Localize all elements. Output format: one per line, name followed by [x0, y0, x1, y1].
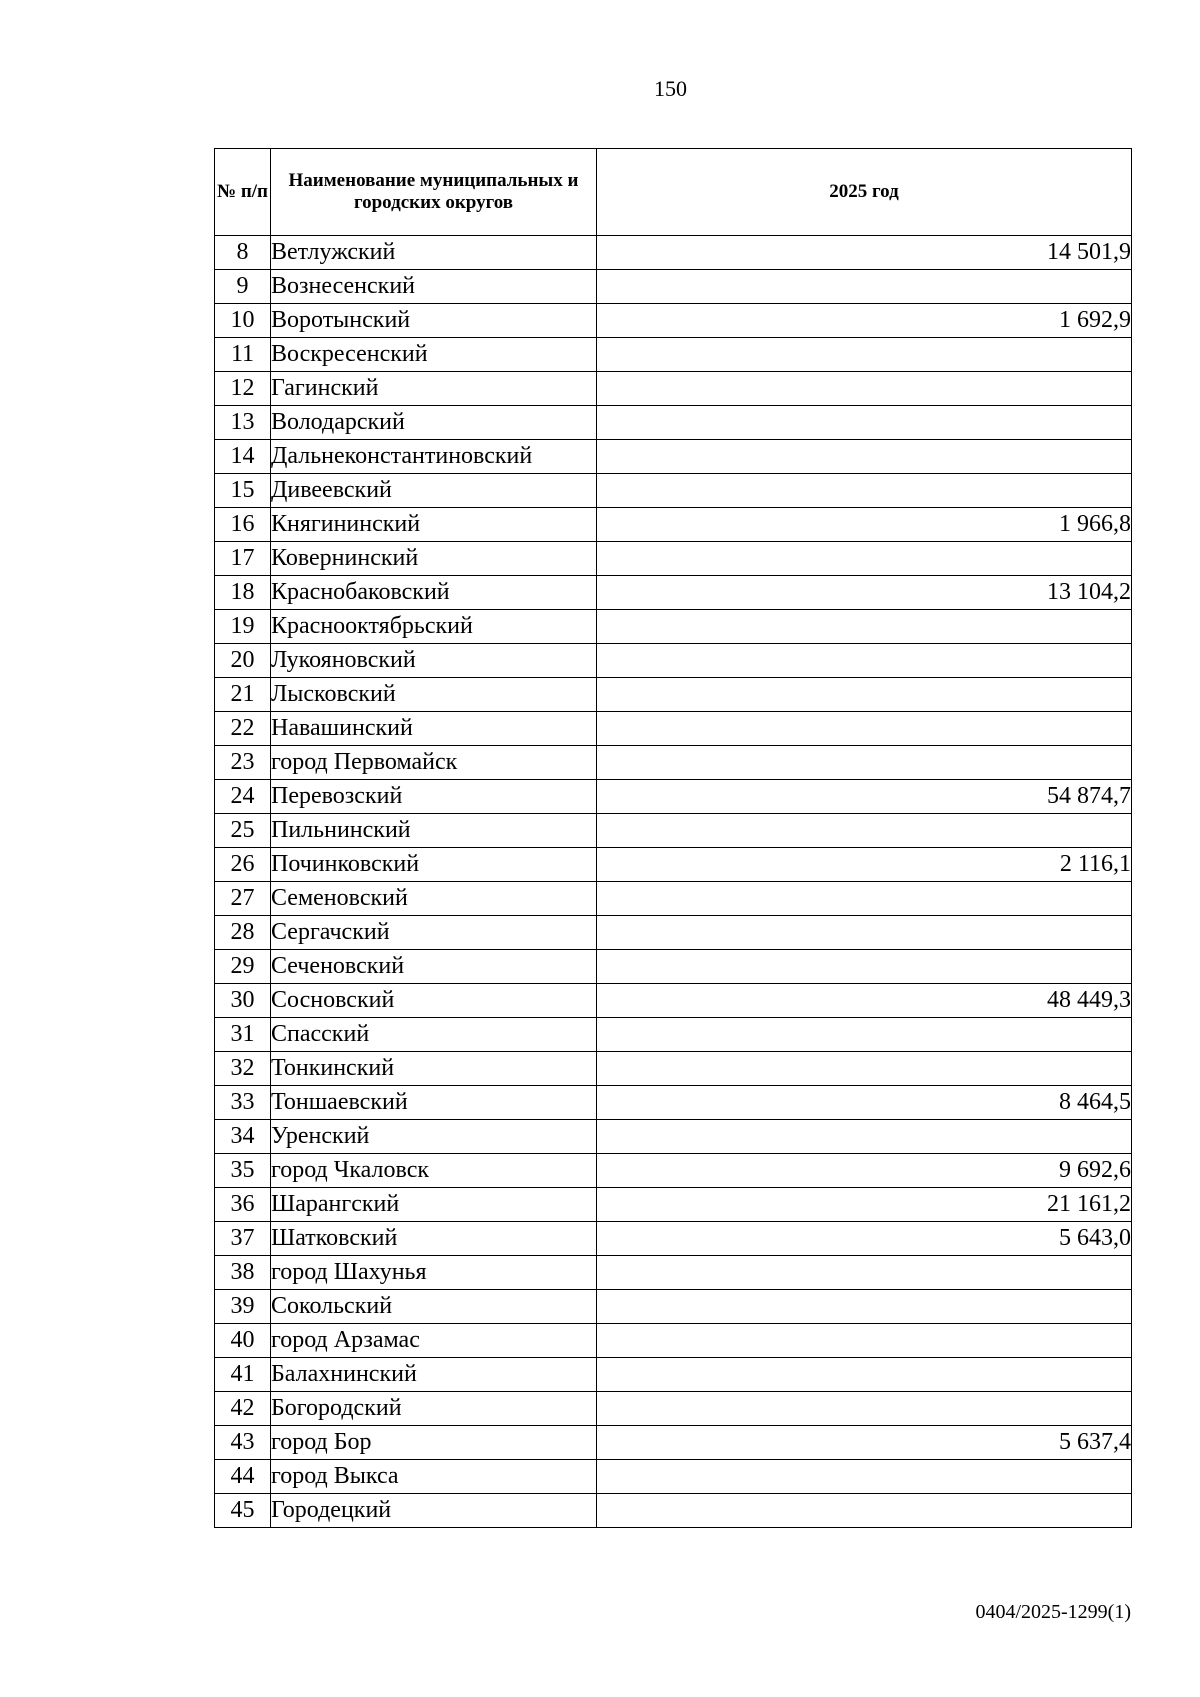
row-municipality-name: Лысковский	[271, 678, 597, 712]
row-value-2025: 48 449,3	[597, 984, 1132, 1018]
row-number: 21	[215, 678, 271, 712]
row-number: 8	[215, 236, 271, 270]
row-municipality-name: Сеченовский	[271, 950, 597, 984]
table-row	[215, 1052, 1132, 1086]
row-value-2025	[597, 644, 1132, 678]
row-municipality-name: Володарский	[271, 406, 597, 440]
row-value-2025	[597, 338, 1132, 372]
row-number: 27	[215, 882, 271, 916]
table-row	[215, 984, 1132, 1018]
row-municipality-name: Дивеевский	[271, 474, 597, 508]
row-value-2025	[597, 1460, 1132, 1494]
row-municipality-name: Перевозский	[271, 780, 597, 814]
table-row	[215, 236, 1132, 270]
table-row	[215, 610, 1132, 644]
row-number: 40	[215, 1324, 271, 1358]
table-row	[215, 1086, 1132, 1120]
row-value-2025: 5 637,4	[597, 1426, 1132, 1460]
row-value-2025	[597, 372, 1132, 406]
row-municipality-name: Княгининский	[271, 508, 597, 542]
table-row	[215, 406, 1132, 440]
row-municipality-name: Вознесенский	[271, 270, 597, 304]
row-number: 20	[215, 644, 271, 678]
row-value-2025	[597, 712, 1132, 746]
page-number: 150	[654, 76, 687, 101]
table-row	[215, 1358, 1132, 1392]
table-row	[215, 1154, 1132, 1188]
table-row	[215, 780, 1132, 814]
table-row	[215, 474, 1132, 508]
table-row	[215, 916, 1132, 950]
row-value-2025: 5 643,0	[597, 1222, 1132, 1256]
row-number: 25	[215, 814, 271, 848]
row-number: 38	[215, 1256, 271, 1290]
table-row	[215, 644, 1132, 678]
row-municipality-name: Сокольский	[271, 1290, 597, 1324]
table-row	[215, 1290, 1132, 1324]
row-value-2025	[597, 950, 1132, 984]
municipal-table	[214, 148, 1132, 1528]
table-row	[215, 372, 1132, 406]
row-number: 15	[215, 474, 271, 508]
row-municipality-name: Шатковский	[271, 1222, 597, 1256]
table-row	[215, 1120, 1132, 1154]
row-municipality-name: Воскресенский	[271, 338, 597, 372]
row-value-2025	[597, 1052, 1132, 1086]
header-name: Наименование муниципальных и городских округов	[271, 149, 597, 236]
row-value-2025	[597, 1358, 1132, 1392]
table-row	[215, 1494, 1132, 1528]
row-number: 31	[215, 1018, 271, 1052]
row-value-2025	[597, 440, 1132, 474]
table-row	[215, 304, 1132, 338]
row-municipality-name: Пильнинский	[271, 814, 597, 848]
row-value-2025	[597, 542, 1132, 576]
row-value-2025	[597, 1256, 1132, 1290]
row-municipality-name: город Бор	[271, 1426, 597, 1460]
table-row	[215, 1392, 1132, 1426]
row-municipality-name: Дальнеконстантиновский	[271, 440, 597, 474]
row-value-2025: 2 116,1	[597, 848, 1132, 882]
row-municipality-name: Богородский	[271, 1392, 597, 1426]
table-row	[215, 576, 1132, 610]
row-number: 45	[215, 1494, 271, 1528]
row-number: 28	[215, 916, 271, 950]
row-municipality-name: Балахнинский	[271, 1358, 597, 1392]
row-number: 39	[215, 1290, 271, 1324]
row-number: 30	[215, 984, 271, 1018]
row-number: 41	[215, 1358, 271, 1392]
row-municipality-name: Ковернинский	[271, 542, 597, 576]
row-municipality-name: Спасский	[271, 1018, 597, 1052]
table-row	[215, 848, 1132, 882]
row-municipality-name: Починковский	[271, 848, 597, 882]
table-row	[215, 1426, 1132, 1460]
table-row	[215, 270, 1132, 304]
row-number: 35	[215, 1154, 271, 1188]
row-number: 17	[215, 542, 271, 576]
document-code: 0404/2025-1299(1)	[975, 1601, 1131, 1623]
table-body	[215, 236, 1132, 1528]
table-row	[215, 746, 1132, 780]
row-number: 29	[215, 950, 271, 984]
row-municipality-name: Тоншаевский	[271, 1086, 597, 1120]
table-row	[215, 1256, 1132, 1290]
row-value-2025: 21 161,2	[597, 1188, 1132, 1222]
table-row	[215, 542, 1132, 576]
row-value-2025: 14 501,9	[597, 236, 1132, 270]
row-municipality-name: Гагинский	[271, 372, 597, 406]
row-number: 34	[215, 1120, 271, 1154]
row-value-2025	[597, 610, 1132, 644]
row-value-2025	[597, 882, 1132, 916]
row-number: 22	[215, 712, 271, 746]
table-row	[215, 678, 1132, 712]
row-value-2025	[597, 746, 1132, 780]
table-row	[215, 950, 1132, 984]
row-value-2025	[597, 406, 1132, 440]
row-municipality-name: Сергачский	[271, 916, 597, 950]
table-row	[215, 882, 1132, 916]
row-number: 32	[215, 1052, 271, 1086]
row-value-2025	[597, 1324, 1132, 1358]
row-value-2025	[597, 474, 1132, 508]
row-municipality-name: Семеновский	[271, 882, 597, 916]
row-number: 37	[215, 1222, 271, 1256]
row-municipality-name: Тонкинский	[271, 1052, 597, 1086]
row-number: 24	[215, 780, 271, 814]
row-municipality-name: Ветлужский	[271, 236, 597, 270]
table-row	[215, 338, 1132, 372]
row-number: 43	[215, 1426, 271, 1460]
row-municipality-name: Шарангский	[271, 1188, 597, 1222]
row-number: 12	[215, 372, 271, 406]
table-row	[215, 712, 1132, 746]
table-row	[215, 1018, 1132, 1052]
row-value-2025	[597, 916, 1132, 950]
row-municipality-name: Краснооктябрьский	[271, 610, 597, 644]
row-municipality-name: город Шахунья	[271, 1256, 597, 1290]
row-number: 23	[215, 746, 271, 780]
row-value-2025	[597, 1290, 1132, 1324]
row-number: 13	[215, 406, 271, 440]
row-municipality-name: Навашинский	[271, 712, 597, 746]
row-value-2025: 9 692,6	[597, 1154, 1132, 1188]
row-municipality-name: город Арзамас	[271, 1324, 597, 1358]
row-municipality-name: Краснобаковский	[271, 576, 597, 610]
row-number: 42	[215, 1392, 271, 1426]
table-row	[215, 1222, 1132, 1256]
row-value-2025	[597, 1120, 1132, 1154]
header-number: № п/п	[215, 149, 271, 236]
row-number: 14	[215, 440, 271, 474]
table-row	[215, 508, 1132, 542]
table-row	[215, 440, 1132, 474]
row-number: 18	[215, 576, 271, 610]
row-number: 26	[215, 848, 271, 882]
row-number: 11	[215, 338, 271, 372]
table-row	[215, 1324, 1132, 1358]
row-municipality-name: город Выкса	[271, 1460, 597, 1494]
table-header	[215, 149, 1132, 236]
row-municipality-name: Уренский	[271, 1120, 597, 1154]
row-value-2025	[597, 270, 1132, 304]
row-value-2025	[597, 1494, 1132, 1528]
row-number: 44	[215, 1460, 271, 1494]
row-number: 16	[215, 508, 271, 542]
table-row	[215, 1460, 1132, 1494]
table-row	[215, 814, 1132, 848]
row-number: 9	[215, 270, 271, 304]
header-year: 2025 год	[597, 149, 1132, 236]
row-value-2025: 13 104,2	[597, 576, 1132, 610]
row-value-2025	[597, 1018, 1132, 1052]
row-value-2025	[597, 1392, 1132, 1426]
row-municipality-name: город Чкаловск	[271, 1154, 597, 1188]
row-number: 19	[215, 610, 271, 644]
row-value-2025: 1 692,9	[597, 304, 1132, 338]
row-value-2025	[597, 814, 1132, 848]
table-row	[215, 1188, 1132, 1222]
row-value-2025: 54 874,7	[597, 780, 1132, 814]
row-number: 33	[215, 1086, 271, 1120]
row-municipality-name: Городецкий	[271, 1494, 597, 1528]
row-value-2025: 8 464,5	[597, 1086, 1132, 1120]
row-value-2025: 1 966,8	[597, 508, 1132, 542]
row-municipality-name: город Первомайск	[271, 746, 597, 780]
row-municipality-name: Сосновский	[271, 984, 597, 1018]
row-number: 36	[215, 1188, 271, 1222]
row-municipality-name: Лукояновский	[271, 644, 597, 678]
row-value-2025	[597, 678, 1132, 712]
row-municipality-name: Воротынский	[271, 304, 597, 338]
row-number: 10	[215, 304, 271, 338]
